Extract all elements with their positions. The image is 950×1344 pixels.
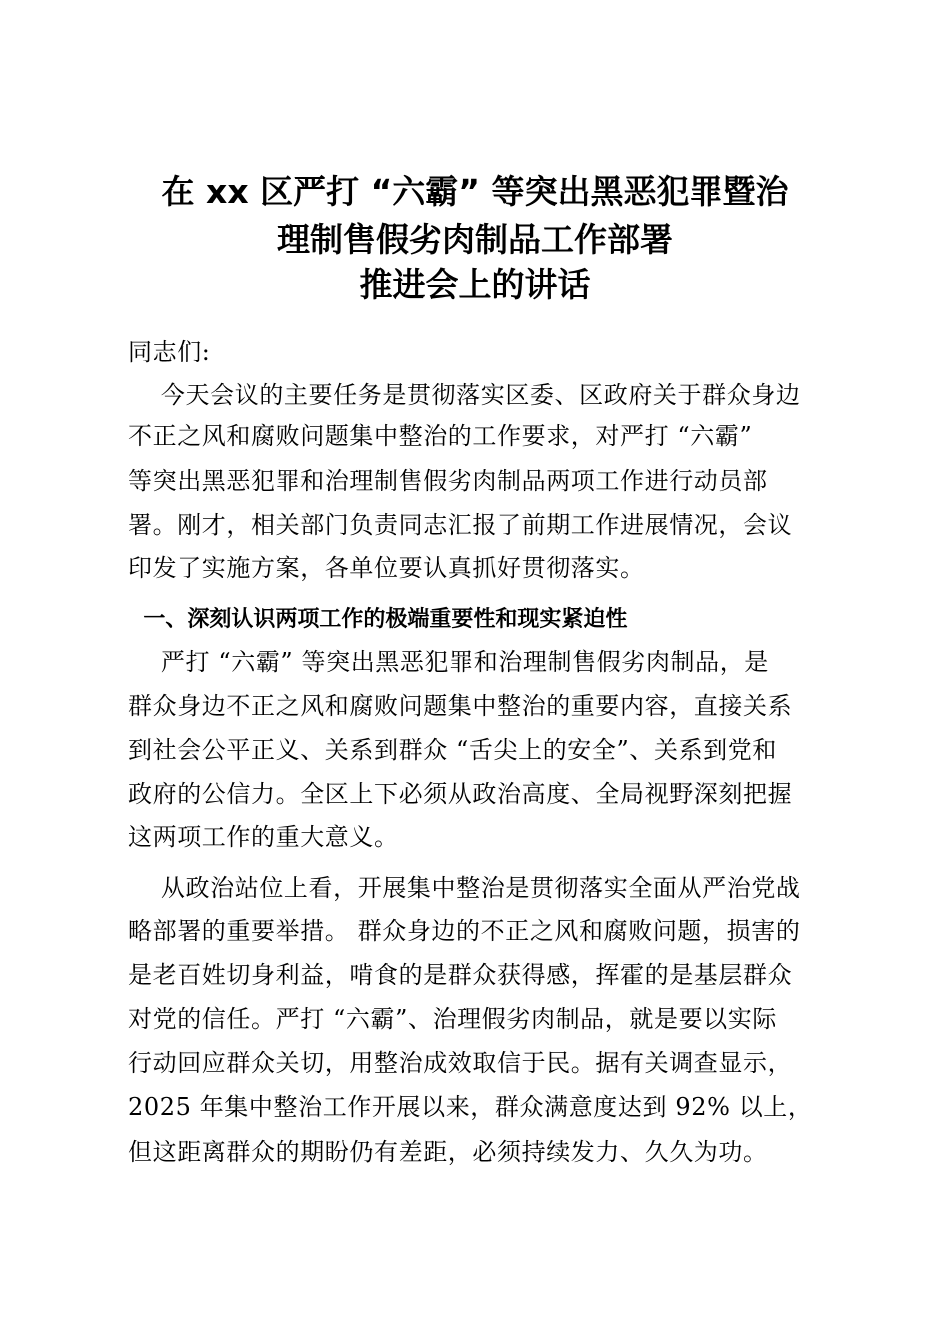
paragraph1-line-1: 今天会议的主要任务是贯彻落实区委、区政府关于群众身边 [128, 381, 801, 409]
paragraph2-line-4: 政府的公信力。全区上下必须从政治高度、全局视野深刻把握 [128, 780, 793, 808]
paragraph2-line-5: 这两项工作的重大意义。 [128, 823, 399, 851]
paragraph3-line-1: 从政治站位上看，开展集中整治是贯彻落实全面从严治党战 [128, 874, 801, 902]
paragraph3-line-4: 对党的信任。严打 “六霸”、治理假劣肉制品，就是要以实际 [128, 1005, 777, 1033]
title-line-1: 在 xx 区严打 “六霸” 等突出黑恶犯罪暨治 [161, 172, 789, 211]
paragraph1-line-5: 印发了实施方案，各单位要认真抓好贯彻落实。 [128, 554, 645, 582]
paragraph2-line-1: 严打 “六霸” 等突出黑恶犯罪和治理制售假劣肉制品，是 [128, 648, 769, 676]
paragraph1-line-3: 等突出黑恶犯罪和治理制售假劣肉制品两项工作进行动员部 [128, 467, 768, 495]
paragraph2-line-3: 到社会公平正义、关系到群众 “舌尖上的安全”、关系到党和 [128, 736, 777, 764]
paragraph3-line-7: 但这距离群众的期盼仍有差距，必须持续发力、久久为功。 [128, 1138, 768, 1166]
paragraph3-line-2: 略部署的重要举措。 群众身边的不正之风和腐败问题，损害的 [128, 917, 801, 945]
paragraph1-line-4: 署。刚才，相关部门负责同志汇报了前期工作进展情况，会议 [128, 511, 793, 539]
salutation: 同志们: [128, 338, 211, 366]
paragraph3-line-5: 行动回应群众关切，用整治成效取信于民。据有关调查显示， [128, 1049, 793, 1077]
paragraph1-line-2: 不正之风和腐败问题集中整治的工作要求，对严打 “六霸” [128, 422, 753, 450]
paragraph3-line-3: 是老百姓切身利益，啃食的是群众获得感，挥霍的是基层群众 [128, 961, 793, 989]
section1-heading: 一、深刻认识两项工作的极端重要性和现实紧迫性 [128, 607, 628, 632]
paragraph3-line-6: 2025 年集中整治工作开展以来，群众满意度达到 92% 以上， [128, 1093, 813, 1121]
title-line-3: 推进会上的讲话 [359, 265, 591, 304]
paragraph2-line-2: 群众身边不正之风和腐败问题集中整治的重要内容，直接关系 [128, 692, 793, 720]
title-line-2: 理制售假劣肉制品工作部署 [277, 220, 673, 259]
